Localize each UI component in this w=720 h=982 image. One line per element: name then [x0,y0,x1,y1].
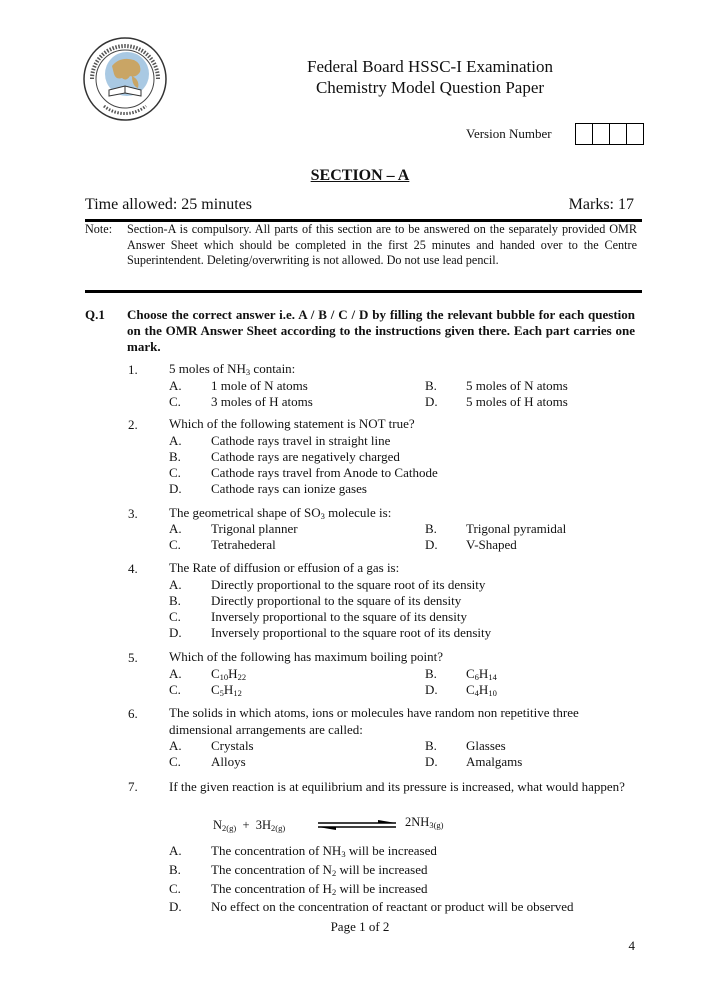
version-box-1[interactable] [576,124,593,144]
reaction-reactants: $N_{2(g)} + 3H_{2(g)}$ [213,818,286,833]
note-block [85,222,637,269]
option-letter: C. [169,682,181,697]
option-letter: A. [169,738,182,753]
option-c: The concentration of $H_2$ will be increased [211,881,428,897]
option-letter: A. [169,521,182,536]
option-letter: A. [169,843,182,858]
option-letter: D. [425,682,438,697]
option-letter: D. [169,899,182,914]
option-letter: B. [169,449,181,464]
option-letter: B. [169,862,181,877]
question-number: Q.1 [85,307,105,322]
option-c: Tetrahederal [211,537,276,552]
stem-text: molecule is: [324,505,392,520]
option-b: Cathode rays are negatively charged [211,449,400,464]
time-allowed: Time allowed: 25 minutes [85,196,252,213]
note-text: Section-A is compulsory. All parts of this section are to be answered on the separately provided OMR Answer Sheet which should be completed in the first 25 minutes and handed over to the Centre Superintendent. Deleting/overwriting is not allowed. Do not use lead pencil. [127,222,637,267]
mcq-number: 1. [128,362,138,377]
option-b: The concentration of $N_2$ will be increased [211,862,428,878]
option-a: $C_{10}H_{22}$ [211,666,247,682]
version-box-2[interactable] [593,124,610,144]
mcq-stem [169,505,639,522]
page-footer: Page 1 of 2 [330,919,390,934]
page-number: 4 [628,938,635,953]
mcq-stem: If the given reaction is at equilibrium and its pressure is increased, what would happen? [169,779,625,794]
mcq-number: 3. [128,506,138,521]
option-c: Cathode rays travel from Anode to Cathode [211,465,438,480]
option-letter: A. [169,378,182,393]
option-letter: C. [169,394,181,409]
option-letter: C. [169,754,181,769]
option-c: Alloys [211,754,246,769]
stem-text: 5 moles of NH [169,361,246,376]
option-letter: D. [425,394,438,409]
stem-text: contain: [250,361,296,376]
stem-text: The geometrical shape of SO [169,505,321,520]
option-b: 5 moles of N atoms [466,378,568,393]
option-a: Crystals [211,738,254,753]
mcq-stem: The solids in which atoms, ions or molecules have random non repetitive three dimensional arrangements are called: [169,705,579,737]
option-letter: C. [169,537,181,552]
paper-title: Chemistry Model Question Paper [315,78,545,97]
option-b: Glasses [466,738,506,753]
reaction-product: $2NH_{3(g)}$ [405,815,444,830]
version-box-3[interactable] [610,124,627,144]
option-letter: B. [425,521,437,536]
option-letter: D. [169,625,182,640]
marks: Marks: 17 [568,196,634,213]
mcq-stem [169,361,639,378]
option-letter: B. [425,378,437,393]
option-letter: A. [169,433,182,448]
option-d: 5 moles of H atoms [466,394,568,409]
option-b: Trigonal pyramidal [466,521,567,536]
mcq-number: 2. [128,417,138,432]
option-d: Cathode rays can ionize gases [211,481,367,496]
option-d: Inversely proportional to the square root of its density [211,625,492,640]
option-d: V-Shaped [466,537,517,552]
option-letter: D. [425,537,438,552]
option-a: Directly proportional to the square root of its density [211,577,486,592]
mcq-stem: Which of the following statement is NOT true? [169,416,415,431]
mcq-stem: Which of the following has maximum boiling point? [169,649,444,664]
version-box-4[interactable] [627,124,643,144]
option-c: 3 moles of H atoms [211,394,313,409]
mcq-number: 4. [128,561,138,576]
note-label: Note: [85,222,113,236]
option-d: Amalgams [466,754,523,769]
stem-sub: 3 [245,367,251,377]
version-number-label: Version Number [466,126,552,141]
mcq-number: 5. [128,650,138,665]
option-letter: D. [425,754,438,769]
exam-title: Federal Board HSSC-I Examination [307,57,553,76]
mcq-number: 7. [128,779,138,794]
option-c: Inversely proportional to the square of its density [211,609,467,624]
version-number-boxes[interactable] [575,123,644,145]
section-title: SECTION – A [310,167,410,184]
option-letter: C. [169,881,181,896]
option-b: Directly proportional to the square of its density [211,593,462,608]
divider-bottom [85,290,642,293]
mcq-stem: The Rate of diffusion or effusion of a gas is: [169,560,400,575]
option-a: Trigonal planner [211,521,298,536]
option-letter: B. [425,666,437,681]
option-letter: C. [169,609,181,624]
mcq-number: 6. [128,706,138,721]
option-c: $C_5H_{12}$ [211,682,242,698]
option-letter: A. [169,666,182,681]
option-a: 1 mole of N atoms [211,378,308,393]
option-letter: C. [169,465,181,480]
option-letter: D. [169,481,182,496]
federal-board-seal-icon [82,36,168,122]
option-letter: A. [169,577,182,592]
option-a: The concentration of $NH_3$ will be increased [211,843,437,859]
option-a: Cathode rays travel in straight line [211,433,391,448]
option-d: $C_4H_{10}$ [466,682,497,698]
equilibrium-arrow-icon [316,818,398,830]
option-letter: B. [425,738,437,753]
option-d: No effect on the concentration of reactant or product will be observed [211,899,574,914]
stem-sub: 3 [320,511,325,521]
option-b: $C_6H_{14}$ [466,666,497,682]
question-instruction: Choose the correct answer i.e. A / B / C / D by filling the relevant bubble for each question on the OMR Answer Sheet according to the instructions given there. Each part carries one mark. [127,307,635,354]
option-letter: B. [169,593,181,608]
